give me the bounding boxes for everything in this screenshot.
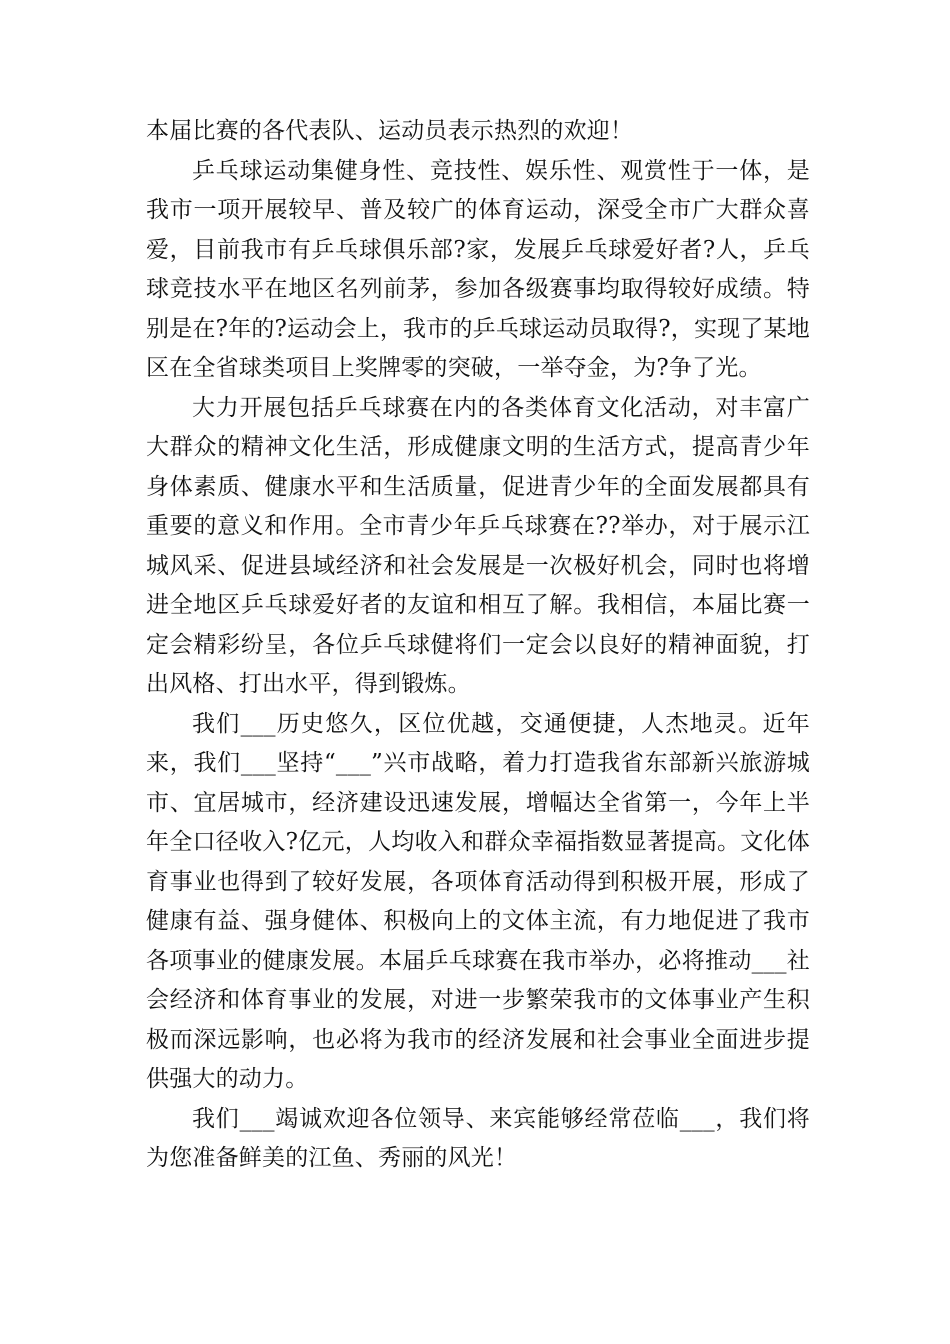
paragraph-city-development: 我们___历史悠久，区位优越，交通便捷，人杰地灵。近年来，我们___坚持“___”兴市战略，着力打造我省东部新兴旅游城市、宜居城市，经济建设迅速发展，增幅达全省第一，今年上半年全口径收入?亿元，人均收入和群众幸福指数显著提高。文化体育事业也得到了较好发展，各项体育活动得到积极开展，形成了健康有益、强身健体、积极向上的文体主流，有力地促进了我市各项事业的健康发展。本届乒乓球赛在我市举办，必将推动___社会经济和体育事业的发展，对进一步繁荣我市的文体事业产生积极而深远影响，也必将为我市的经济发展和社会事业全面进步提供强大的动力。 — [146, 710, 810, 1092]
paragraph-continuation: 本届比赛的各代表队、运动员表示热烈的欢迎！ — [146, 118, 634, 144]
paragraph-cultural-activities: 大力开展包括乒乓球赛在内的各类体育文化活动，对丰富广大群众的精神文化生活，形成健康文明的生活方式，提高青少年身体素质、健康水平和生活质量，促进青少年的全面发展都具有重要的意义和作用。全市青少年乒乓球赛在??举办，对于展示江城风采、促进县域经济和社会发展是一次极好机会，同时也将增进全地区乒乓球爱好者的友谊和相互了解。我相信，本届比赛一定会精彩纷呈，各位乒乓球健将们一定会以良好的精神面貌，打出风格、打出水平，得到锻炼。 — [146, 394, 810, 697]
paragraph-closing-welcome: 我们___竭诚欢迎各位领导、来宾能够经常莅临___，我们将为您准备鲜美的江鱼、秀丽的风光！ — [146, 1105, 810, 1171]
paragraph-table-tennis-overview: 乒乓球运动集健身性、竞技性、娱乐性、观赏性于一体，是我市一项开展较早、普及较广的体育运动，深受全市广大群众喜爱，目前我市有乒乓球俱乐部?家，发展乒乓球爱好者?人，乒乓球竞技水平在地区名列前茅，参加各级赛事均取得较好成绩。特别是在?年的?运动会上，我市的乒乓球运动员取得?，实现了某地区在全省球类项目上奖牌零的突破，一举夺金，为?争了光。 — [146, 157, 810, 381]
document-body — [146, 112, 810, 1179]
